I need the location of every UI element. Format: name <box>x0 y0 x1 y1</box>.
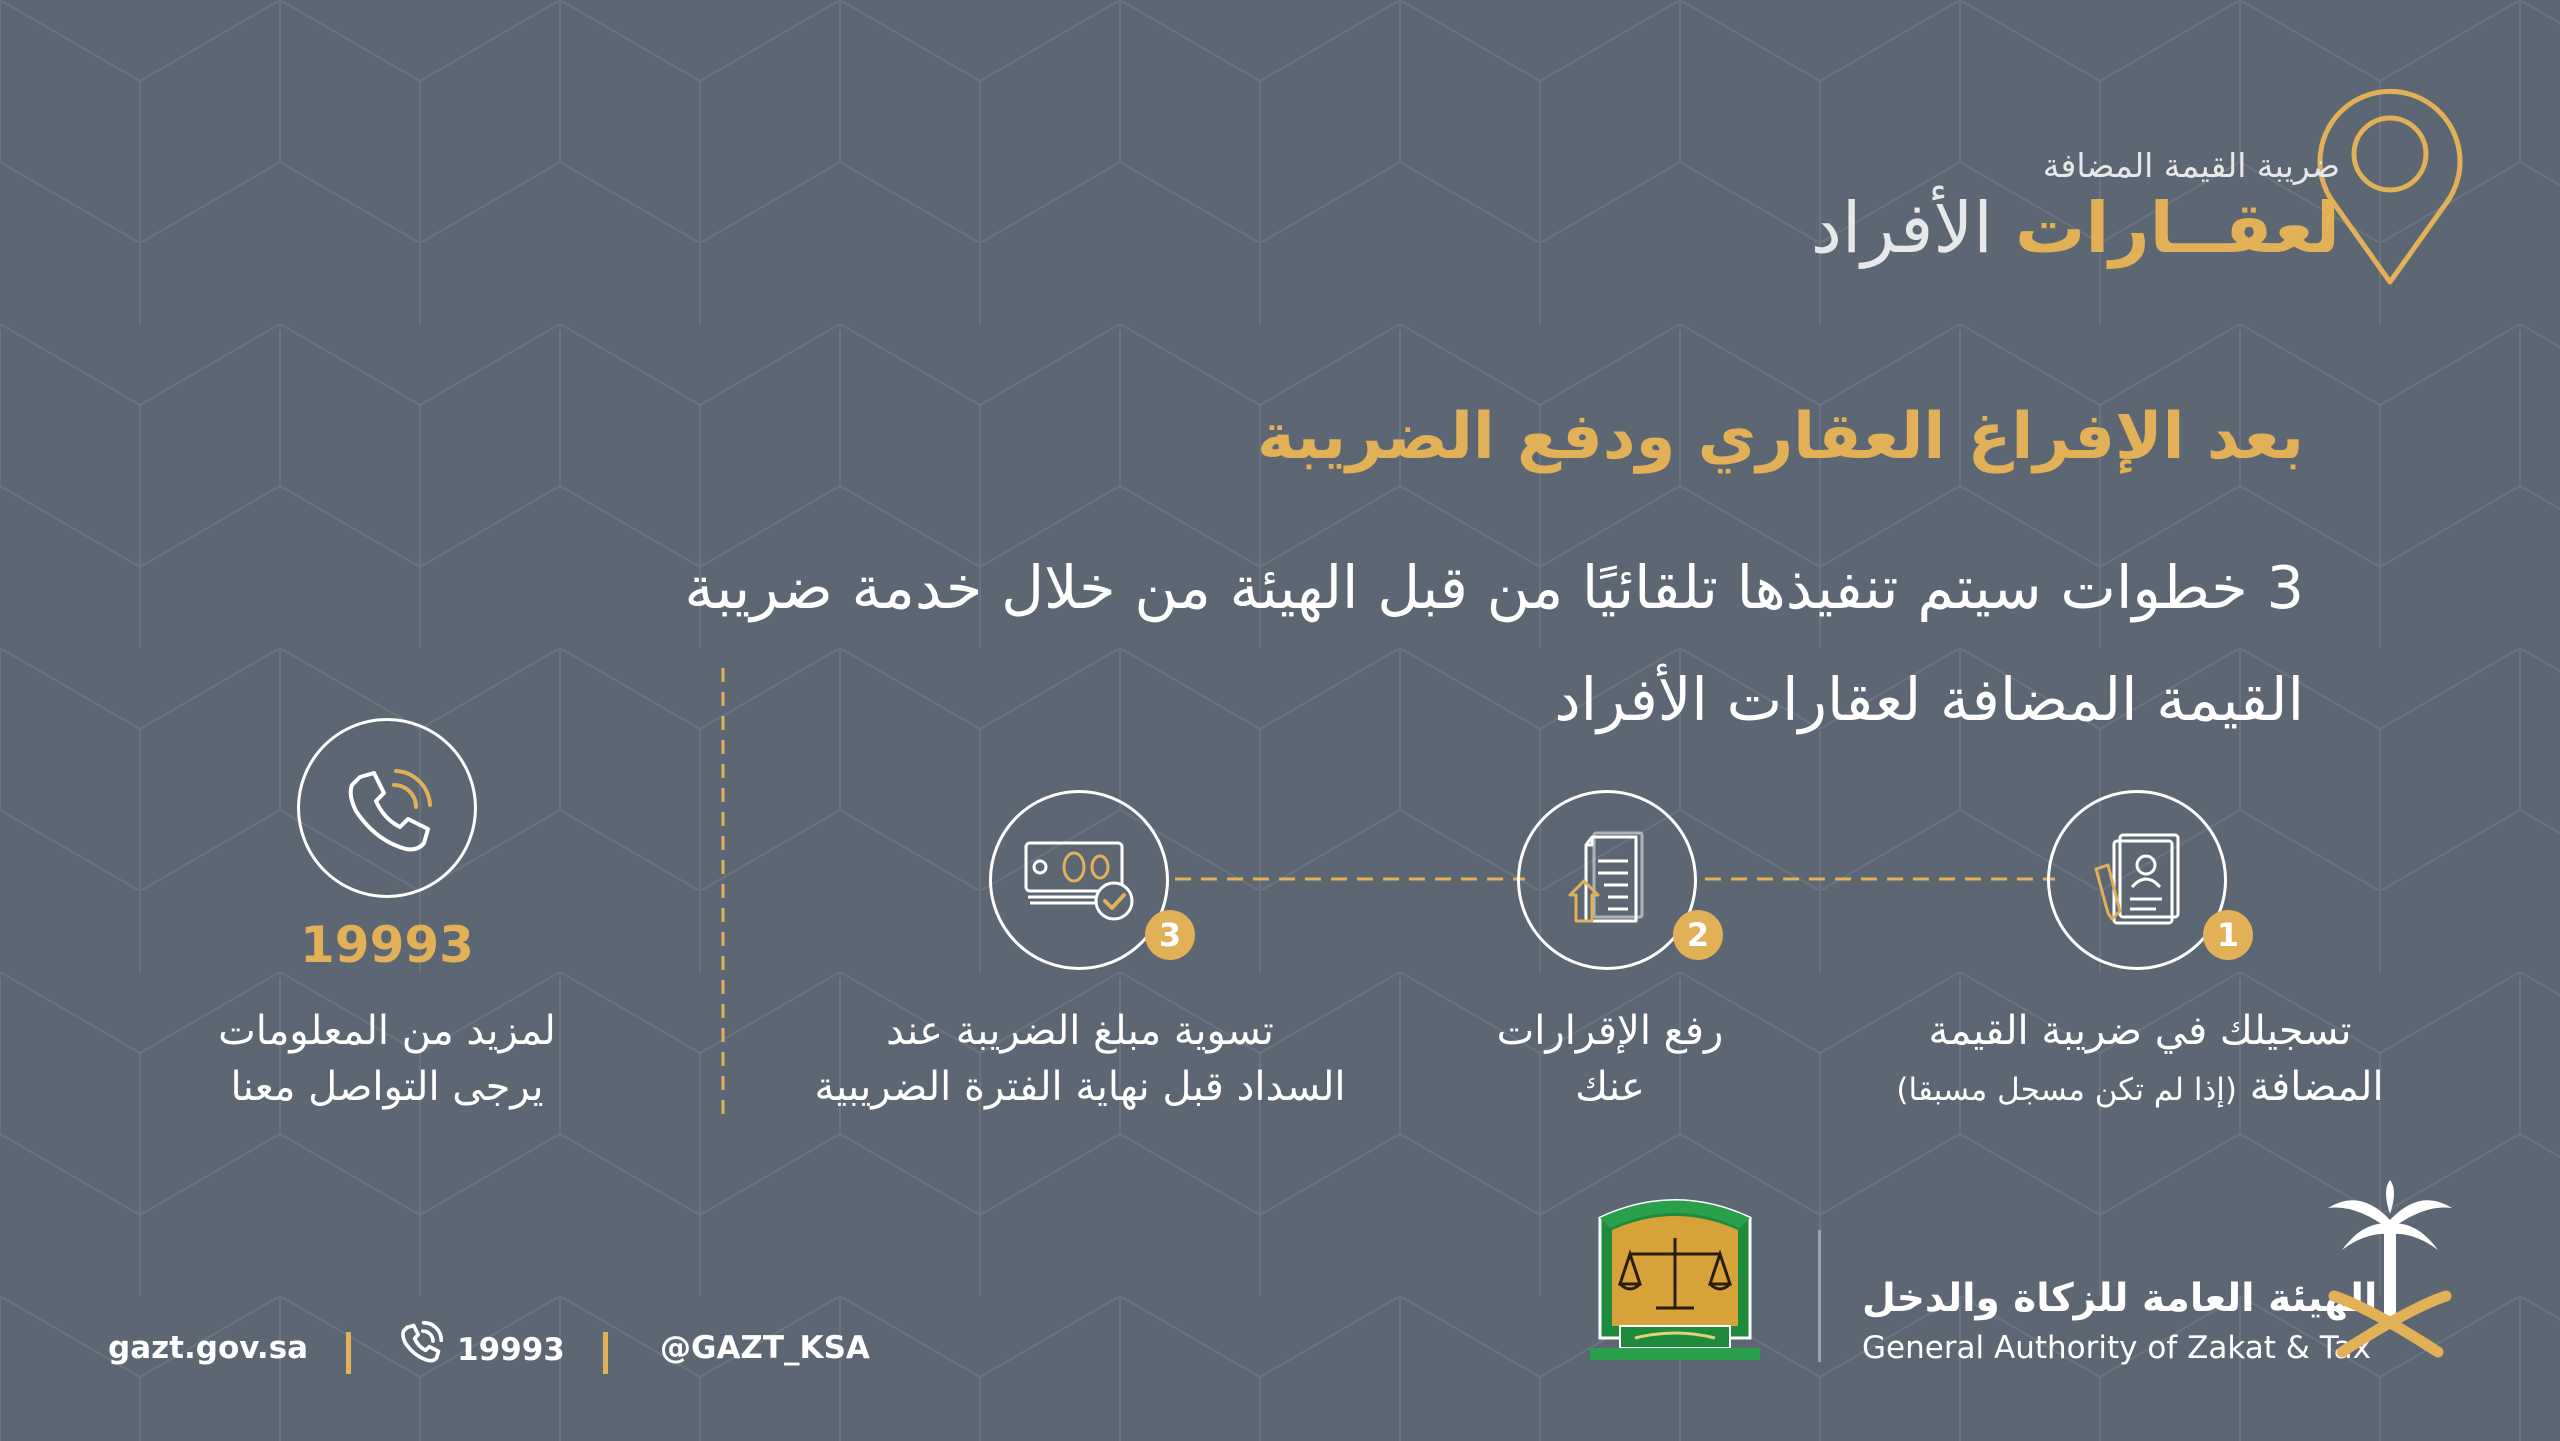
footer-separator <box>603 1332 608 1374</box>
step-2-label <box>1410 1003 1810 1115</box>
step-2-circle <box>1517 790 1697 970</box>
vertical-divider <box>720 668 726 1118</box>
logo-separator <box>1818 1230 1821 1362</box>
phone-icon <box>340 761 440 861</box>
footer-phone-icon <box>398 1320 444 1366</box>
step-1-number: 1 <box>2203 910 2253 960</box>
step-3-circle <box>989 790 1169 970</box>
step-3-number: 3 <box>1145 910 1195 960</box>
contact-line1: لمزيد من المعلومات <box>218 1008 556 1054</box>
gazt-name-arabic: الهيئة العامة للزكاة والدخل <box>1862 1276 2378 1321</box>
step-3-label <box>760 1003 1400 1115</box>
gazt-name-english: General Authority of Zakat & Tax <box>1862 1330 2371 1366</box>
step-2-line2: عنك <box>1575 1064 1645 1110</box>
step-1-line2-main: المضافة <box>2249 1064 2384 1110</box>
brand-title-gold: لعقــارات <box>2015 187 2340 269</box>
step-1-label <box>1870 1003 2410 1118</box>
step-1-circle <box>2047 790 2227 970</box>
brand-title-light: الأفراد <box>1810 187 1993 269</box>
cash-payment-check-icon <box>1022 837 1142 929</box>
step-3-line2: السداد قبل نهاية الفترة الضريبية <box>814 1064 1346 1110</box>
step-2-number: 2 <box>1673 910 1723 960</box>
contact-number[interactable]: 19993 <box>300 916 474 974</box>
description: 3 خطوات سيتم تنفيذها تلقائيًا من قبل الهيئة من خلال خدمة ضريبة القيمة المضافة لعقارات الأفراد <box>684 553 2304 734</box>
step-1-line2 <box>1870 1059 2410 1118</box>
footer-phone[interactable]: 19993 <box>457 1332 565 1368</box>
contact-line2: يرجى التواصل معنا <box>230 1064 544 1110</box>
registration-form-icon <box>2090 829 2190 933</box>
footer-twitter[interactable]: @GAZT_KSA <box>660 1330 870 1366</box>
step-3-line1: تسوية مبلغ الضريبة عند <box>886 1008 1274 1054</box>
document-upload-icon <box>1558 831 1662 935</box>
footer-website[interactable]: gazt.gov.sa <box>108 1330 309 1366</box>
step-2-line1: رفع الإقرارات <box>1496 1008 1724 1054</box>
step-1-note: (إذا لم تكن مسجل مسبقا) <box>1896 1072 2237 1108</box>
brand-title <box>1810 187 2340 269</box>
contact-text <box>167 1003 607 1115</box>
ministry-of-justice-emblem <box>1590 1188 1760 1363</box>
palm-swords-emblem <box>2320 1180 2460 1360</box>
step-1-line1: تسجيلك في ضريبة القيمة <box>1928 1008 2352 1054</box>
contact-circle <box>297 718 477 898</box>
brand-subtitle: ضريبة القيمة المضافة <box>2042 146 2340 185</box>
headline: بعد الإفراغ العقاري ودفع الضريبة <box>1257 400 2304 474</box>
footer-separator <box>346 1332 351 1374</box>
